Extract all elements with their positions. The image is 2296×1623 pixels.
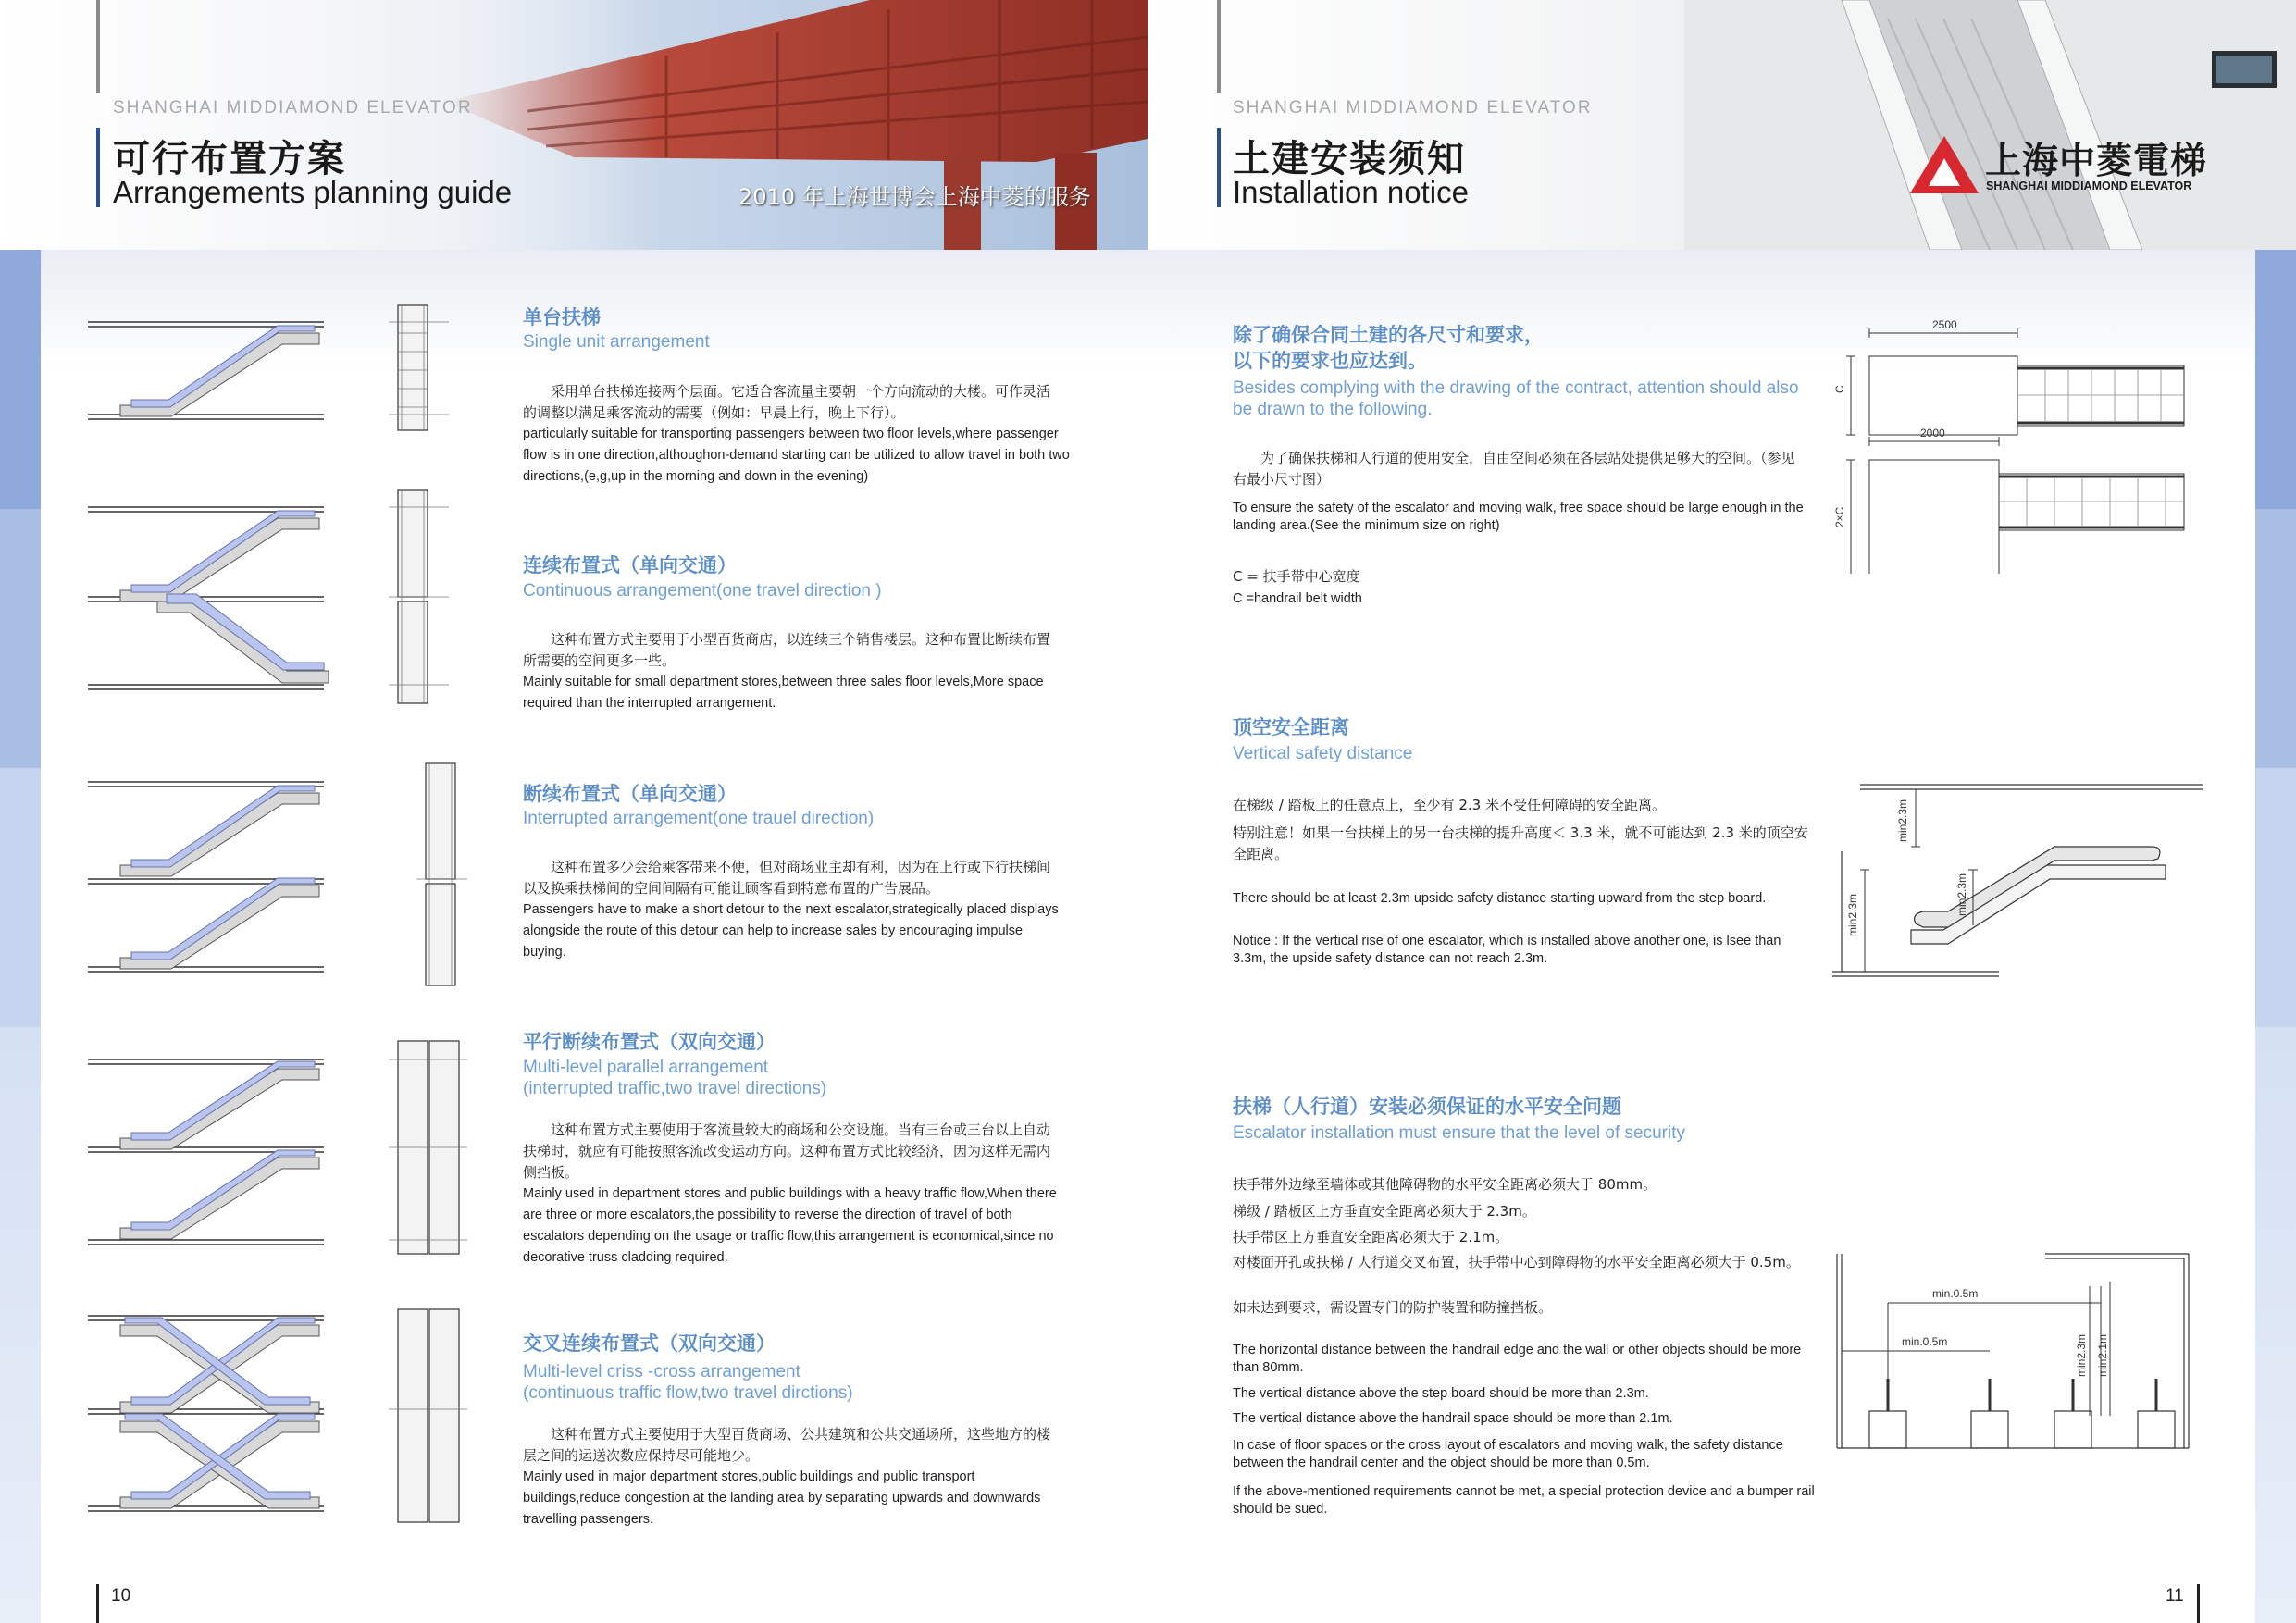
definition-en: C =handrail belt width xyxy=(1233,591,1362,606)
dim-2c-label: 2×C xyxy=(1833,506,1846,527)
rule-en-1: The horizontal distance between the handrail edge and the wall or other objects should be more than 80mm. xyxy=(1233,1343,1802,1375)
parallel-arrangement-diagram xyxy=(83,1022,481,1263)
section-body-en: Passengers have to make a short detour to the next escalator,strategically placed displays alongside the route of this detour can help to increase sales by encouraging impulse buying. xyxy=(523,902,1059,960)
section-body-en-2: Notice : If the vertical rise of one escalator, which is installed above another one, is lsee than 3.3m, the upside safety distance can not reach 2.3m. xyxy=(1233,934,1781,966)
section-title-cn: 断续布置式（单向交通） xyxy=(523,783,737,805)
interrupted-arrangement-diagram xyxy=(83,754,481,990)
right-band-4 xyxy=(2255,1027,2296,1623)
definition-cn: C = 扶手带中心宽度 xyxy=(1233,568,1360,585)
dim-2000-label: 2000 xyxy=(1920,427,1945,440)
section-body-en: To ensure the safety of the escalator and moving walk, free space should be large enough in the landing area.(See the minimum size on right) xyxy=(1233,501,1804,533)
single-unit-diagram xyxy=(83,296,481,435)
expo-pavilion-photo xyxy=(389,0,1148,250)
section-title-cn: 连续布置式（单向交通） xyxy=(523,554,737,576)
section-title-en: Interrupted arrangement(one trauel direction) xyxy=(523,809,875,828)
section-body-en: Mainly used in major department stores,public buildings and public transport buildings,reduce congestion at the landing area by separating upwards and downwards travelling passengers. xyxy=(523,1469,1041,1527)
left-band-3 xyxy=(0,768,41,1027)
page-title-cn: 可行布置方案 xyxy=(113,138,346,180)
section-body-cn: 这种布置多少会给乘客带来不便，但对商场业主却有利，因为在上行或下行扶梯间以及换乘扶梯间的空间间隔有可能让顾客看到特意布置的广告展品。 xyxy=(523,859,1051,897)
dim-2-3m-label: min2.3m xyxy=(1846,893,1859,936)
dim-2-3m-label: min2.3m xyxy=(1896,799,1909,842)
left-band-1 xyxy=(0,250,41,509)
criss-cross-arrangement-diagram xyxy=(83,1295,481,1531)
rule-en-5: If the above-mentioned requirements cannot be met, a special protection device and a bumper rail should be sued. xyxy=(1233,1484,1815,1517)
dim-2-3m-label: min2.3m xyxy=(2075,1333,2088,1377)
page-title-cn: 土建安装须知 xyxy=(1233,138,1466,180)
section-title-cn-2: 以下的要求也应达到。 xyxy=(1233,350,1427,372)
left-band-2 xyxy=(0,509,41,768)
rule-cn-5: 如未达到要求，需设置专门的防护装置和防撞挡板。 xyxy=(1233,1299,1553,1316)
header-rule xyxy=(96,0,100,93)
rule-en-3: The vertical distance above the handrail space should be more than 2.1m. xyxy=(1233,1411,1673,1426)
right-header xyxy=(1148,0,2296,250)
landing-space-diagram xyxy=(1832,315,2203,574)
section-title-en: Vertical safety distance xyxy=(1233,744,1413,763)
left-header xyxy=(0,0,1148,250)
section-body-cn: 采用单台扶梯连接两个层面。它适合客流量主要朝一个方向流动的大楼。可作灵活的调整以满足乘客流动的需要（例如：早晨上行，晚上下行）。 xyxy=(523,383,1051,421)
logo-text-en: SHANGHAI MIDDIAMOND ELEVATOR xyxy=(1986,180,2192,192)
section-body-en: Mainly used in department stores and public buildings with a heavy traffic flow,When there are three or more escalators,the possibility to reverse the direction of travel of both escalators depending on the usage or traffic flow,this arrangement is economical,since no decorative truss cladding required. xyxy=(523,1186,1057,1265)
dim-0-5m-label: min.0.5m xyxy=(1932,1287,1979,1300)
right-band-1 xyxy=(2255,250,2296,509)
rule-en-2: The vertical distance above the step board should be more than 2.3m. xyxy=(1233,1386,1649,1401)
left-band-4 xyxy=(0,1027,41,1623)
rule-cn-4: 对楼面开孔或扶梯 / 人行道交叉布置，扶手带中心到障碍物的水平安全距离必须大于 0.5m。 xyxy=(1233,1254,1800,1270)
page-number: 11 xyxy=(2166,1586,2184,1605)
section-title-cn: 平行断续布置式（双向交通） xyxy=(523,1031,776,1053)
brand-text: SHANGHAI MIDDIAMOND ELEVATOR xyxy=(1233,98,1593,118)
vertical-safety-diagram xyxy=(1832,777,2212,999)
section-body-cn: 为了确保扶梯和人行道的使用安全，自由空间必须在各层站处提供足够大的空间。（参见右最小尺寸图） xyxy=(1233,450,1795,488)
rule-cn-2: 梯级 / 踏板区上方垂直安全距离必须大于 2.3m。 xyxy=(1233,1203,1536,1220)
company-logo-icon xyxy=(1908,134,1980,195)
section-body-cn: 这种布置方式主要使用于客流量较大的商场和公交设施。当有三台或三台以上自动扶梯时，就应有可能按照客流改变运动方向。这种布置方式比较经济，因为这样无需内侧挡板。 xyxy=(523,1121,1051,1181)
section-body-cn-2: 特别注意！如果一台扶梯上的另一台扶梯的提升高度＜ 3.3 米，就不可能达到 2.3 米的顶空安全距离。 xyxy=(1233,824,1808,862)
right-band-3 xyxy=(2255,768,2296,1027)
section-title-cn: 除了确保合同土建的各尺寸和要求， xyxy=(1233,324,1544,346)
footer-rule xyxy=(2197,1584,2200,1623)
logo-text-cn: 上海中菱電梯 xyxy=(1985,140,2208,182)
title-rule xyxy=(1217,128,1221,207)
photo-caption: 2010 年上海世博会上海中菱的服务 xyxy=(738,184,1091,210)
page-number: 10 xyxy=(111,1586,131,1605)
section-title-en: Multi-level criss -cross arrangement xyxy=(523,1362,800,1381)
section-title-cn: 交叉连续布置式（双向交通） xyxy=(523,1332,776,1355)
dim-2-3m-label: min2.3m xyxy=(1955,873,1968,916)
dim-0-5m-label-2: min.0.5m xyxy=(1902,1335,1948,1348)
section-body-cn: 这种布置方式主要用于小型百货商店，以连续三个销售楼层。这种布置比断续布置所需要的空间更多一些。 xyxy=(523,631,1051,669)
rule-cn-3: 扶手带区上方垂直安全距离必须大于 2.1m。 xyxy=(1233,1229,1509,1245)
dim-c-label: C xyxy=(1833,385,1846,393)
section-title-en: Single unit arrangement xyxy=(523,332,710,352)
horizontal-safety-diagram xyxy=(1823,1249,2203,1457)
brand-text: SHANGHAI MIDDIAMOND ELEVATOR xyxy=(113,98,473,118)
title-rule xyxy=(96,128,100,207)
escalator-photo xyxy=(1684,0,2296,250)
dim-2500-label: 2500 xyxy=(1932,318,1957,331)
section-body-en: particularly suitable for transporting passengers between two floor levels,where passenger flow is in one direction,althoughon-demand starting can be utilized to allow travel in both two directions,(e,g,up in the morning and down in the evening) xyxy=(523,427,1070,484)
header-rule xyxy=(1217,0,1221,93)
continuous-arrangement-diagram xyxy=(83,481,481,708)
section-title-cn: 顶空安全距离 xyxy=(1233,716,1349,738)
section-title-en: Continuous arrangement(one travel direction ) xyxy=(523,581,882,601)
footer-rule xyxy=(96,1584,99,1623)
section-title-en-2: (continuous traffic flow,two travel dirctions) xyxy=(523,1383,853,1403)
section-title-en: Multi-level parallel arrangement xyxy=(523,1058,769,1077)
section-body-en: Mainly suitable for small department stores,between three sales floor levels,More space required than the interrupted arrangement. xyxy=(523,675,1044,711)
page-title-en: Arrangements planning guide xyxy=(113,175,513,209)
section-body-cn: 这种布置方式主要使用于大型百货商场、公共建筑和公共交通场所，这些地方的楼层之间的运送次数应保持尽可能地少。 xyxy=(523,1426,1051,1464)
section-body-en: There should be at least 2.3m upside safety distance starting upward from the step board. xyxy=(1233,891,1767,906)
section-title-cn: 单台扶梯 xyxy=(523,306,601,328)
rule-cn-1: 扶手带外边缘至墙体或其他障碍物的水平安全距离必须大于 80mm。 xyxy=(1233,1176,1657,1193)
section-title-en-2: (interrupted traffic,two travel directions) xyxy=(523,1079,827,1098)
section-title-cn: 扶梯（人行道）安装必须保证的水平安全问题 xyxy=(1233,1096,1621,1118)
rule-en-4: In case of floor spaces or the cross layout of escalators and moving walk, the safety distance between the handrail center and the object should be more than 0.5m. xyxy=(1233,1438,1783,1470)
section-body-cn: 在梯级 / 踏板上的任意点上，至少有 2.3 米不受任何障碍的安全距离。 xyxy=(1233,797,1666,813)
page-title-en: Installation notice xyxy=(1233,175,1469,209)
dim-2-1m-label: min2.1m xyxy=(2096,1333,2109,1377)
right-band-2 xyxy=(2255,509,2296,768)
section-title-en: Escalator installation must ensure that the level of security xyxy=(1233,1123,1685,1143)
section-title-en: Besides complying with the drawing of the contract, attention should also be drawn to the following. xyxy=(1233,378,1799,419)
